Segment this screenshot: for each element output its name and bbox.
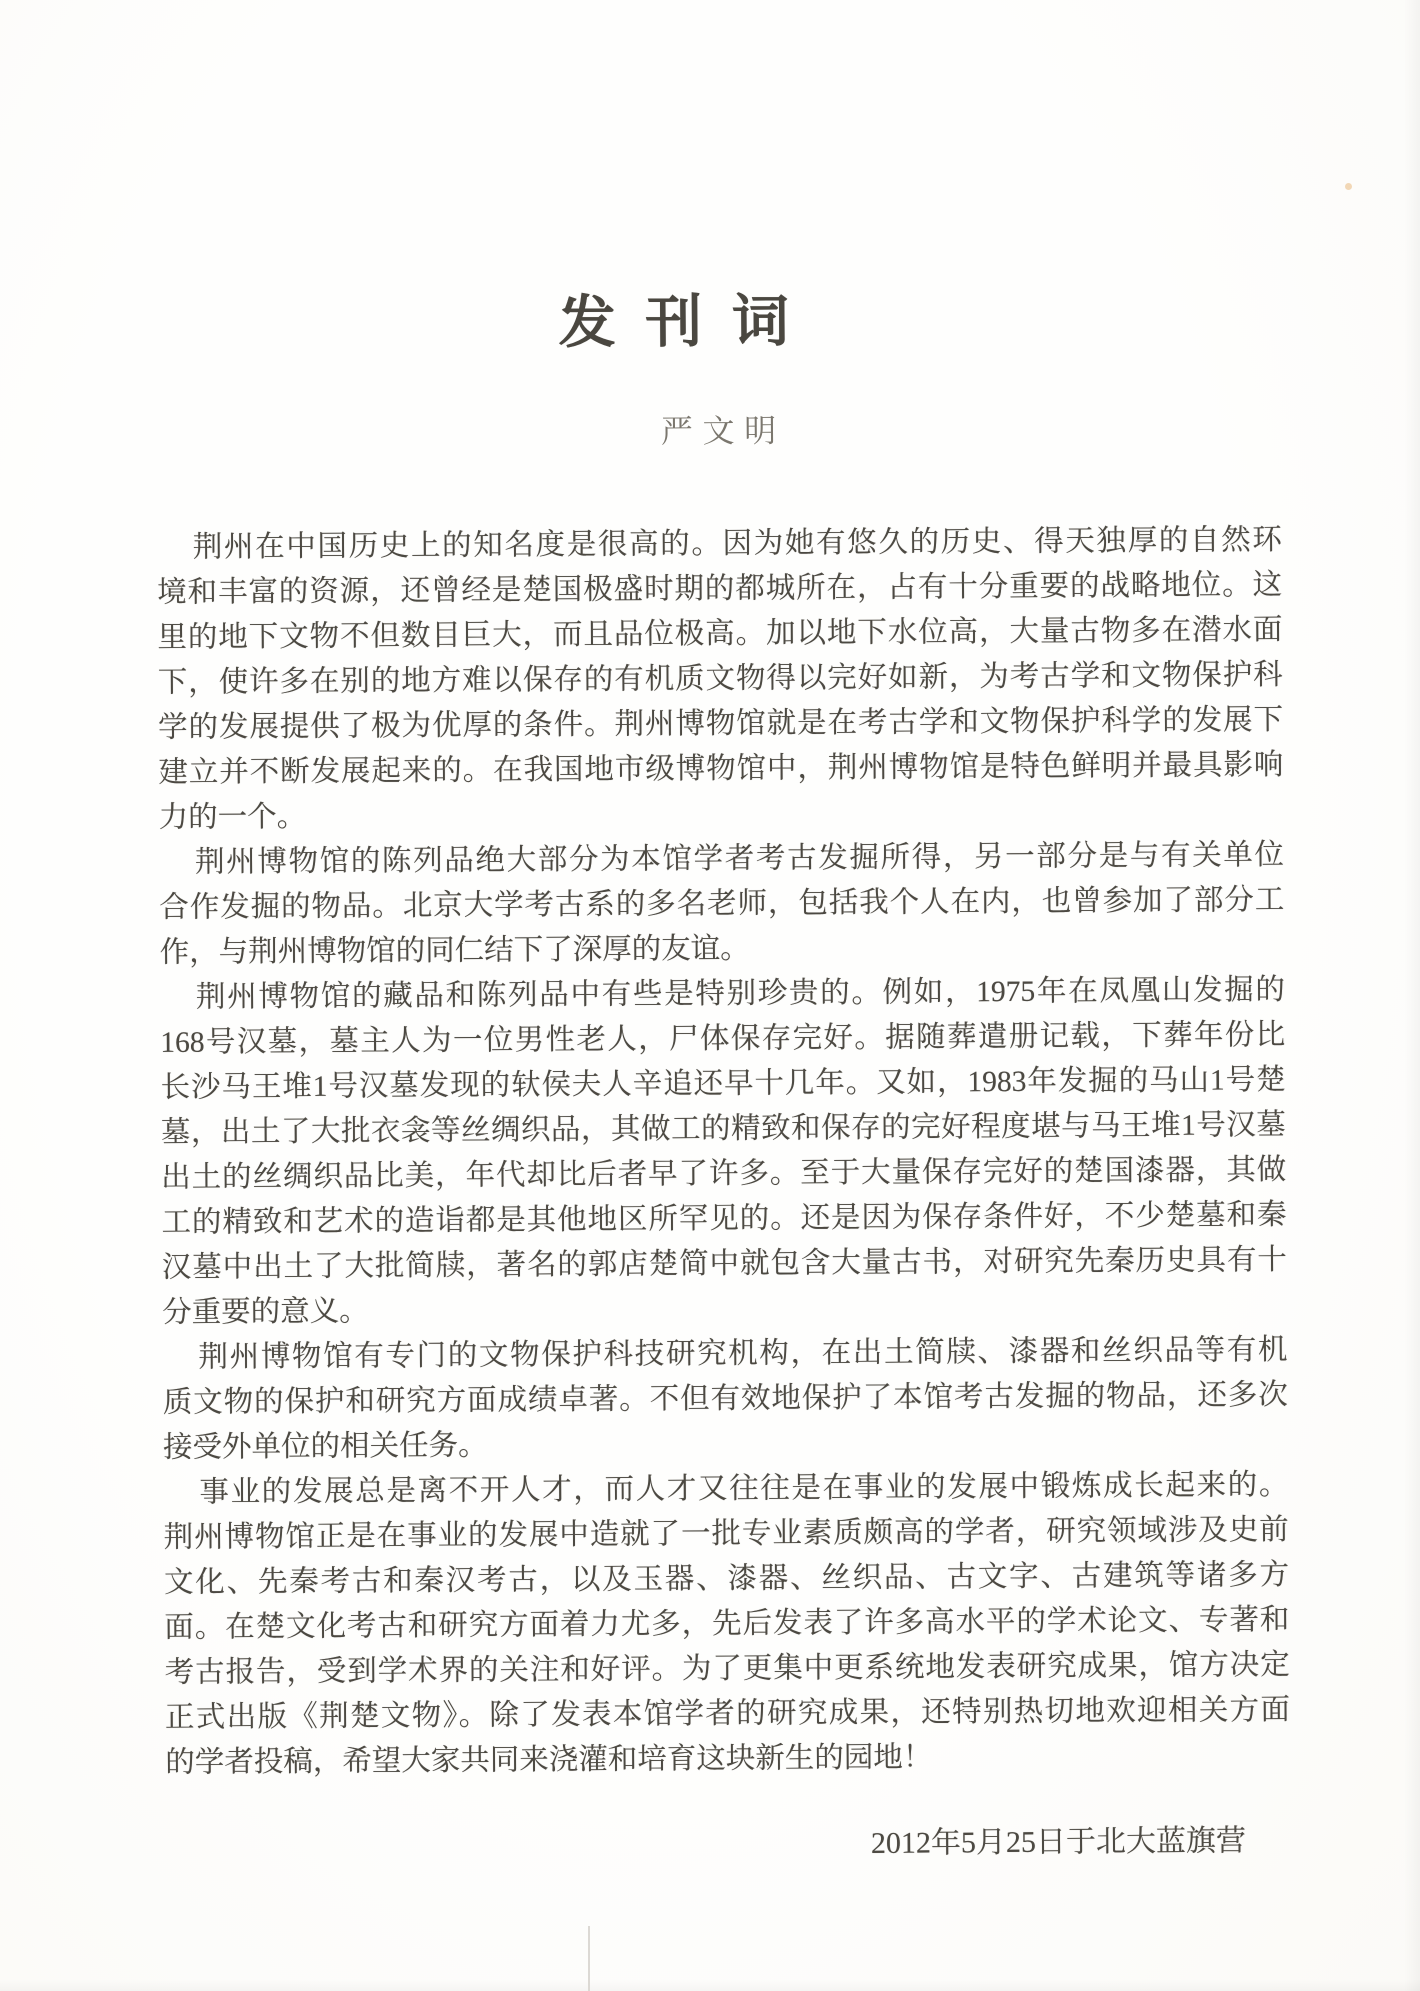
dateline: 2012年5月25日于北大蓝旗营	[870, 1824, 1246, 1860]
text-line: 荆州博物馆有专门的文物保护科技研究机构，在出土简牍、漆器和丝织品等有机	[198, 1334, 1288, 1374]
text-line: 建立并不断发展起来的。在我国地市级博物馆中，荆州博物馆是特色鲜明并最具影响	[158, 749, 1284, 789]
text-line: 正式出版《荆楚文物》。除了发表本馆学者的研究成果，还特别热切地欢迎相关方面	[164, 1694, 1291, 1734]
text-line: 里的地下文物不但数目巨大，而且品位极高。加以地下水位高，大量古物多在潜水面	[157, 614, 1283, 654]
text-line: 荆州博物馆的陈列品绝大部分为本馆学者考古发掘所得，另一部分是与有关单位	[194, 839, 1285, 879]
body-text	[157, 518, 1291, 1786]
text-line: 境和丰富的资源，还曾经是楚国极盛时期的都城所在，占有十分重要的战略地位。这	[157, 569, 1283, 609]
text-line: 学的发展提供了极为优厚的条件。荆州博物馆就是在考古学和文物保护科学的发展下	[157, 704, 1284, 744]
text-line: 长沙马王堆1号汉墓发现的轪侯夫人辛追还早十几年。又如，1983年发掘的马山1号楚	[160, 1064, 1286, 1104]
text-line: 质文物的保护和研究方面成绩卓著。不但有效地保护了本馆考古发掘的物品，还多次	[162, 1379, 1288, 1419]
author-name: 严文明	[660, 412, 786, 450]
text-line: 文化、先秦考古和秦汉考古，以及玉器、漆器、丝织品、古文字、古建筑等诸多方	[163, 1559, 1290, 1599]
text-line: 荆州博物馆的藏品和陈列品中有些是特别珍贵的。例如，1975年在凤凰山发掘的	[195, 974, 1286, 1014]
text-line: 荆州博物馆正是在事业的发展中造就了一批专业素质颇高的学者，研究领域涉及史前	[163, 1514, 1289, 1554]
text-line: 下，使许多在别的地方难以保存的有机质文物得以完好如新，为考古学和文物保护科	[157, 659, 1283, 699]
text-line: 作，与荆州博物馆的同仁结下了深厚的友谊。	[159, 932, 750, 969]
text-line: 考古报告，受到学术界的关注和好评。为了更集中更系统地发表研究成果，馆方决定	[164, 1649, 1290, 1689]
text-line: 分重要的意义。	[162, 1295, 369, 1329]
text-line: 出土的丝绸织品比美，年代却比后者早了许多。至于大量保存完好的楚国漆器，其做	[161, 1154, 1287, 1194]
text-line: 168号汉墓，墓主人为一位男性老人，尸体保存完好。据随葬遣册记载，下葬年份比	[160, 1019, 1286, 1059]
text-line: 力的一个。	[158, 800, 307, 834]
text-line: 面。在楚文化考古和研究方面着力尤多，先后发表了许多高水平的学术论文、专著和	[164, 1604, 1290, 1644]
text-line: 的学者投稿，希望大家共同来浇灌和培育这块新生的园地！	[165, 1741, 933, 1779]
text-line: 汉墓中出土了大批简牍，著名的郭店楚简中就包含大量古书，对研究先秦历史具有十	[161, 1244, 1287, 1284]
text-line: 接受外单位的相关任务。	[163, 1429, 488, 1464]
scan-edge-mark	[588, 1926, 590, 1991]
page-content	[153, 0, 1292, 1991]
text-line: 工的精致和艺术的造诣都是其他地区所罕见的。还是因为保存条件好，不少楚墓和秦	[161, 1199, 1287, 1239]
text-line: 事业的发展总是离不开人才，而人才又往往是在事业的发展中锻炼成长起来的。	[199, 1469, 1289, 1509]
text-line: 荆州在中国历史上的知名度是很高的。因为她有悠久的历史、得天独厚的自然环	[192, 524, 1282, 564]
page-title: 发刊词	[558, 290, 819, 356]
text-line: 合作发掘的物品。北京大学考古系的多名老师，包括我个人在内，也曾参加了部分工	[159, 884, 1285, 924]
text-line: 墓，出土了大批衣衾等丝绸织品，其做工的精致和保存的完好程度堪与马王堆1号汉墓	[160, 1109, 1286, 1149]
scan-speck	[1345, 183, 1352, 190]
